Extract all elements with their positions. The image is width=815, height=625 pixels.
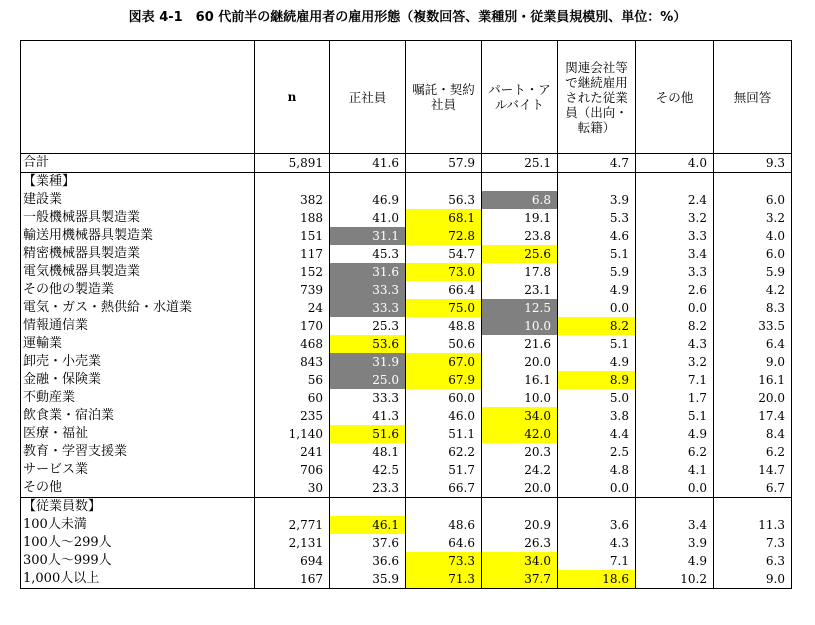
table-row: [21, 263, 792, 281]
table-row: [21, 299, 792, 317]
table-cell: 51.7: [406, 461, 482, 479]
table-cell: 8.3: [714, 299, 792, 317]
header-no-answer: 無回答: [714, 41, 792, 154]
table-cell: 694: [255, 552, 330, 570]
row-label: その他の製造業: [21, 281, 255, 299]
table-row: [21, 552, 792, 570]
table-cell: 48.8: [406, 317, 482, 335]
table-cell: 241: [255, 443, 330, 461]
table-row: [21, 461, 792, 479]
table-cell: 23.1: [482, 281, 558, 299]
table-cell: 3.4: [636, 516, 714, 534]
table-row: [21, 389, 792, 407]
table-row: [21, 425, 792, 443]
table-cell: 62.2: [406, 443, 482, 461]
table-cell: 4.1: [636, 461, 714, 479]
table-cell: 2.4: [636, 191, 714, 209]
table-cell: 6.2: [636, 443, 714, 461]
table-cell: 1,140: [255, 425, 330, 443]
header-contract: 嘱託・契約社員: [406, 41, 482, 154]
table-cell: 31.9: [330, 353, 406, 371]
table-cell: 3.2: [636, 209, 714, 227]
table-cell: 33.3: [330, 389, 406, 407]
table-cell: 35.9: [330, 570, 406, 589]
table-cell: 71.3: [406, 570, 482, 589]
table-cell: 36.6: [330, 552, 406, 570]
table-cell: 46.9: [330, 191, 406, 209]
table-cell: 0.0: [558, 299, 636, 317]
table-cell: 8.4: [714, 425, 792, 443]
table-cell: 20.0: [482, 353, 558, 371]
table-cell: 5.3: [558, 209, 636, 227]
table-cell: 6.2: [714, 443, 792, 461]
table-cell: 73.0: [406, 263, 482, 281]
table-cell: 64.6: [406, 534, 482, 552]
row-label: 1,000人以上: [21, 570, 255, 589]
table-cell: 6.7: [714, 479, 792, 498]
table-cell: 0.0: [558, 479, 636, 498]
table-cell: 41.0: [330, 209, 406, 227]
table-cell: 5.1: [558, 245, 636, 263]
table-cell: 48.6: [406, 516, 482, 534]
table-cell: 4.0: [636, 154, 714, 173]
table-cell: 468: [255, 335, 330, 353]
table-cell: 37.7: [482, 570, 558, 589]
table-cell: 25.0: [330, 371, 406, 389]
table-cell: 23.3: [330, 479, 406, 498]
table-cell: 60.0: [406, 389, 482, 407]
table-cell: 3.6: [558, 516, 636, 534]
table-cell: 42.0: [482, 425, 558, 443]
table-row: [21, 371, 792, 389]
table-row: [21, 173, 792, 192]
table-cell: 10.2: [636, 570, 714, 589]
header-regular: 正社員: [330, 41, 406, 154]
table-cell: 30: [255, 479, 330, 498]
table-cell: 3.9: [558, 191, 636, 209]
table-cell: 23.8: [482, 227, 558, 245]
table-cell: 54.7: [406, 245, 482, 263]
table-cell: 5,891: [255, 154, 330, 173]
table-cell: 19.1: [482, 209, 558, 227]
table-cell: 20.3: [482, 443, 558, 461]
table-cell: 3.4: [636, 245, 714, 263]
table-cell: 3.3: [636, 263, 714, 281]
row-label: 教育・学習支援業: [21, 443, 255, 461]
row-label: 金融・保険業: [21, 371, 255, 389]
table-cell: 21.6: [482, 335, 558, 353]
table-cell: 6.3: [714, 552, 792, 570]
table-cell: 14.7: [714, 461, 792, 479]
table-cell: 4.4: [558, 425, 636, 443]
table-cell: [255, 173, 330, 192]
table-cell: 9.0: [714, 570, 792, 589]
table-cell: 4.0: [714, 227, 792, 245]
table-cell: [558, 173, 636, 192]
table-cell: 188: [255, 209, 330, 227]
table-row: [21, 317, 792, 335]
table-cell: 2.6: [636, 281, 714, 299]
row-label: 情報通信業: [21, 317, 255, 335]
table-cell: 66.7: [406, 479, 482, 498]
table-cell: 25.6: [482, 245, 558, 263]
table-cell: 7.3: [714, 534, 792, 552]
table-row: [21, 154, 792, 173]
table-cell: 6.0: [714, 245, 792, 263]
table-cell: [636, 173, 714, 192]
table-cell: [558, 498, 636, 517]
table-row: [21, 516, 792, 534]
row-label: 【業種】: [21, 173, 255, 192]
table-cell: 3.2: [636, 353, 714, 371]
row-label: 建設業: [21, 191, 255, 209]
table-cell: 34.0: [482, 552, 558, 570]
table-cell: 8.2: [558, 317, 636, 335]
table-cell: 11.3: [714, 516, 792, 534]
table-cell: 8.2: [636, 317, 714, 335]
table-cell: 5.1: [636, 407, 714, 425]
row-label: 医療・福祉: [21, 425, 255, 443]
header-other: その他: [636, 41, 714, 154]
table-cell: 48.1: [330, 443, 406, 461]
table-cell: [482, 498, 558, 517]
table-row: [21, 353, 792, 371]
table-cell: 4.8: [558, 461, 636, 479]
table-cell: 10.0: [482, 317, 558, 335]
row-label: 100人未満: [21, 516, 255, 534]
table-cell: 50.6: [406, 335, 482, 353]
table-cell: 17.4: [714, 407, 792, 425]
table-cell: 37.6: [330, 534, 406, 552]
table-cell: 42.5: [330, 461, 406, 479]
header-row: [21, 41, 792, 154]
table-cell: 235: [255, 407, 330, 425]
table-row: [21, 479, 792, 498]
table-cell: 33.3: [330, 299, 406, 317]
table-cell: 33.5: [714, 317, 792, 335]
table-cell: [255, 498, 330, 517]
header-n: n: [255, 41, 330, 154]
table-cell: 6.4: [714, 335, 792, 353]
row-label: その他: [21, 479, 255, 498]
table-cell: 41.3: [330, 407, 406, 425]
row-label: 精密機械器具製造業: [21, 245, 255, 263]
table-cell: 16.1: [714, 371, 792, 389]
table-cell: 56.3: [406, 191, 482, 209]
table-cell: 2.5: [558, 443, 636, 461]
table-row: [21, 534, 792, 552]
row-label: 100人～299人: [21, 534, 255, 552]
table-cell: 72.8: [406, 227, 482, 245]
row-label: 電気・ガス・熱供給・水道業: [21, 299, 255, 317]
table-cell: 706: [255, 461, 330, 479]
table-cell: 4.3: [636, 335, 714, 353]
row-label: 運輸業: [21, 335, 255, 353]
row-label: サービス業: [21, 461, 255, 479]
table-cell: 382: [255, 191, 330, 209]
table-cell: 7.1: [636, 371, 714, 389]
table-cell: 56: [255, 371, 330, 389]
table-cell: 3.8: [558, 407, 636, 425]
table-cell: 31.1: [330, 227, 406, 245]
table-cell: 31.6: [330, 263, 406, 281]
table-cell: 9.0: [714, 353, 792, 371]
table-row: [21, 227, 792, 245]
table-cell: 117: [255, 245, 330, 263]
table-cell: 26.3: [482, 534, 558, 552]
table-cell: 67.9: [406, 371, 482, 389]
header-label: [21, 41, 255, 154]
table-cell: 5.0: [558, 389, 636, 407]
table-cell: 53.6: [330, 335, 406, 353]
table-cell: 4.9: [636, 552, 714, 570]
table-cell: 41.6: [330, 154, 406, 173]
table-cell: 6.0: [714, 191, 792, 209]
table-cell: 5.9: [558, 263, 636, 281]
table-cell: 20.0: [482, 479, 558, 498]
table-cell: 2,771: [255, 516, 330, 534]
row-label: 【従業員数】: [21, 498, 255, 517]
table-title: 図表 4-1 60 代前半の継続雇用者の雇用形態（複数回答、業種別・従業員規模別、単位：%）: [128, 10, 687, 25]
table-cell: 167: [255, 570, 330, 589]
table-cell: 60: [255, 389, 330, 407]
table-cell: 20.0: [714, 389, 792, 407]
table-cell: [636, 498, 714, 517]
table-cell: 4.3: [558, 534, 636, 552]
table-cell: [406, 173, 482, 192]
table-cell: 25.1: [482, 154, 558, 173]
table-cell: 170: [255, 317, 330, 335]
table-cell: [714, 173, 792, 192]
table-cell: 843: [255, 353, 330, 371]
table-cell: 4.9: [558, 353, 636, 371]
table-cell: 51.6: [330, 425, 406, 443]
table-cell: 67.0: [406, 353, 482, 371]
table-cell: 46.0: [406, 407, 482, 425]
row-label: 合計: [21, 154, 255, 173]
table-cell: 5.1: [558, 335, 636, 353]
row-label: 不動産業: [21, 389, 255, 407]
table-cell: 17.8: [482, 263, 558, 281]
table-cell: [482, 173, 558, 192]
table-row: [21, 191, 792, 209]
table-cell: [406, 498, 482, 517]
table-row: [21, 407, 792, 425]
table-cell: 10.0: [482, 389, 558, 407]
table-cell: 4.2: [714, 281, 792, 299]
table-cell: 46.1: [330, 516, 406, 534]
table-cell: 73.3: [406, 552, 482, 570]
table-cell: 0.0: [636, 479, 714, 498]
table-cell: 68.1: [406, 209, 482, 227]
table-cell: 3.3: [636, 227, 714, 245]
table-cell: 57.9: [406, 154, 482, 173]
table-cell: 12.5: [482, 299, 558, 317]
table-cell: 16.1: [482, 371, 558, 389]
table-cell: 20.9: [482, 516, 558, 534]
table-cell: 33.3: [330, 281, 406, 299]
header-affiliate: 関連会社等で継続雇用された従業員（出向・転籍）: [558, 41, 636, 154]
table-row: [21, 335, 792, 353]
row-label: 卸売・小売業: [21, 353, 255, 371]
table-cell: [330, 498, 406, 517]
table-cell: 66.4: [406, 281, 482, 299]
table-cell: 0.0: [636, 299, 714, 317]
row-label: 一般機械器具製造業: [21, 209, 255, 227]
table-cell: [330, 173, 406, 192]
table-cell: 1.7: [636, 389, 714, 407]
row-label: 飲食業・宿泊業: [21, 407, 255, 425]
table-cell: 45.3: [330, 245, 406, 263]
table-cell: 18.6: [558, 570, 636, 589]
table-cell: 5.9: [714, 263, 792, 281]
table-cell: 739: [255, 281, 330, 299]
table-cell: 4.6: [558, 227, 636, 245]
row-label: 輸送用機械器具製造業: [21, 227, 255, 245]
table-cell: 34.0: [482, 407, 558, 425]
table-row: [21, 245, 792, 263]
table-cell: 51.1: [406, 425, 482, 443]
table-cell: 152: [255, 263, 330, 281]
table-cell: 24.2: [482, 461, 558, 479]
table-row: [21, 281, 792, 299]
table-cell: 4.9: [558, 281, 636, 299]
table-cell: 151: [255, 227, 330, 245]
table-cell: 4.9: [636, 425, 714, 443]
table-cell: 9.3: [714, 154, 792, 173]
table-cell: 8.9: [558, 371, 636, 389]
table-row: [21, 209, 792, 227]
table-cell: 4.7: [558, 154, 636, 173]
table-cell: 3.9: [636, 534, 714, 552]
table-cell: 25.3: [330, 317, 406, 335]
table-cell: [714, 498, 792, 517]
header-part-time: パート・アルバイト: [482, 41, 558, 154]
table-row: [21, 498, 792, 517]
table-cell: 3.2: [714, 209, 792, 227]
table-cell: 2,131: [255, 534, 330, 552]
employment-table: [20, 40, 792, 589]
table-cell: 75.0: [406, 299, 482, 317]
table-cell: 7.1: [558, 552, 636, 570]
row-label: 300人～999人: [21, 552, 255, 570]
table-row: [21, 443, 792, 461]
table-cell: 24: [255, 299, 330, 317]
table-row: [21, 570, 792, 589]
table-cell: 6.8: [482, 191, 558, 209]
row-label: 電気機械器具製造業: [21, 263, 255, 281]
